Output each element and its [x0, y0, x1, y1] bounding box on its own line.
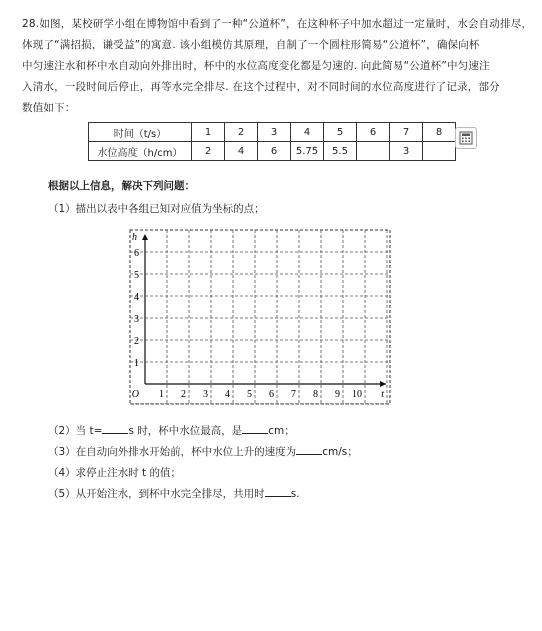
y-tick-label: 1 — [134, 358, 139, 369]
x-tick-label: 4 — [225, 389, 230, 400]
table-row-height — [89, 142, 456, 161]
x-tick-label: 5 — [247, 389, 252, 400]
problem-text — [22, 14, 533, 119]
y-tick-label: 2 — [134, 336, 139, 347]
intro-line-1: 28.如图，某校研学小组在博物馆中看到了一种“公道杯”，在这种杯子中加水超过一定量时，水会自动排尽， — [22, 18, 533, 30]
answer-blank[interactable] — [102, 423, 128, 434]
table-cell: 7 — [390, 123, 423, 142]
origin-label: O — [131, 389, 139, 400]
table-cell: 8 — [423, 123, 456, 142]
y-tick-label: 5 — [134, 270, 139, 281]
intro-line-2: 体现了“满招损，谦受益”的寓意. 该小组模仿其原理，自制了一个圆柱形简易“公道杯”，确保向杯 — [22, 39, 480, 51]
coordinate-grid — [112, 222, 397, 415]
intro-line-3: 中匀速注水和杯中水自动向外排出时，杯中的水位高度变化都是匀速的. 向此简易“公道杯”中匀速注 — [22, 60, 490, 72]
answer-blank[interactable] — [296, 444, 322, 455]
x-tick-label: 3 — [203, 389, 208, 400]
x-tick-label: 1 — [159, 389, 164, 400]
grid-border — [130, 230, 390, 404]
table-cell — [423, 142, 456, 161]
x-tick-label: 8 — [313, 389, 318, 400]
table-cell: 3 — [258, 123, 291, 142]
question-3: （3）在自动向外排水开始前，杯中水位上升的速度为 cm/s； — [48, 446, 358, 458]
question-2: （2）当 t= s 时，杯中水位最高，是 cm； — [48, 425, 295, 437]
table-cell: 6 — [258, 142, 291, 161]
x-tick-label: 9 — [335, 389, 340, 400]
y-tick-label: 3 — [134, 314, 139, 325]
y-axis-label: h — [132, 232, 137, 243]
table-cell: 6 — [357, 123, 390, 142]
x-axis-arrow — [380, 381, 386, 387]
intro-line-5: 数值如下： — [22, 102, 76, 114]
table-cell: 1 — [192, 123, 225, 142]
problem-number: 28. — [22, 18, 40, 30]
table-row-time — [89, 123, 456, 142]
table-cell: 3 — [390, 142, 423, 161]
table-header-time: 时间（t/s） — [89, 123, 192, 142]
instruction-heading: 根据以上信息，解决下列问题： — [48, 180, 195, 192]
table-cell: 5.75 — [291, 142, 324, 161]
question-1: （1）描出以表中各组已知对应值为坐标的点； — [48, 203, 265, 215]
answer-blank[interactable] — [265, 486, 291, 497]
x-tick-label: 6 — [269, 389, 274, 400]
table-cell: 4 — [225, 142, 258, 161]
x-axis-label: t — [381, 389, 384, 400]
table-header-height: 水位高度（h/cm） — [89, 142, 192, 161]
x-tick-label: 2 — [181, 389, 186, 400]
y-tick-label: 4 — [134, 292, 139, 303]
calculator-icon[interactable] — [455, 127, 477, 149]
calculator-glyph — [459, 131, 473, 145]
question-4: （4）求停止注水时 t 的值； — [48, 467, 181, 479]
y-axis-arrow — [142, 234, 148, 240]
x-tick-label: 10 — [352, 389, 362, 400]
y-tick-label: 6 — [134, 248, 139, 259]
table-cell: 4 — [291, 123, 324, 142]
intro-line-4: 入清水，一段时间后停止，再等水完全排尽. 在这个过程中，对不同时间的水位高度进行了记录，部分 — [22, 81, 500, 93]
table-cell: 5 — [324, 123, 357, 142]
answer-blank[interactable] — [242, 423, 268, 434]
table-cell — [357, 142, 390, 161]
data-table — [88, 122, 456, 161]
table-cell: 2 — [225, 123, 258, 142]
x-tick-label: 7 — [291, 389, 296, 400]
question-5: （5）从开始注水，到杯中水完全排尽，共用时 s. — [48, 488, 300, 500]
table-cell: 5.5 — [324, 142, 357, 161]
grid-svg — [112, 222, 397, 412]
table-cell: 2 — [192, 142, 225, 161]
